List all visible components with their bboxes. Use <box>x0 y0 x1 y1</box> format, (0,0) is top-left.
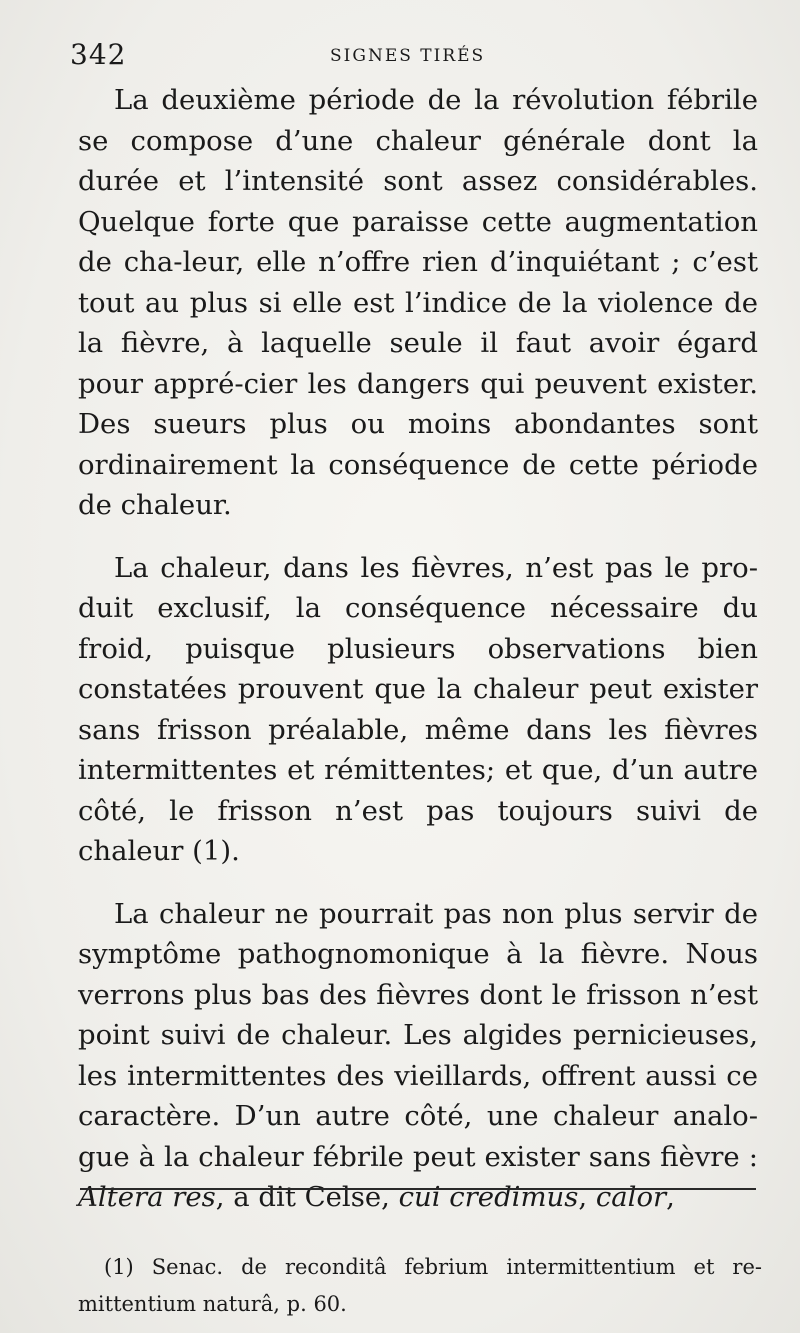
body-text <box>78 80 758 1240</box>
paragraph: La chaleur, dans les fièvres, n’est pas le pro-duit exclusif, la conséquence nécessaire du froid, puisque plusieurs observations bien constatées prouvent que la chaleur peut exister sans frisson préalable, même dans les fièvres intermittentes et rémittentes; et que, d’un autre côté, le frisson n’est pas toujours suivi de chaleur (1). <box>78 551 758 867</box>
paragraph-text: , <box>578 1181 596 1213</box>
latin-quote: calor <box>595 1181 667 1213</box>
footnote-rule <box>80 1188 756 1190</box>
paragraph-text: , a dit Celse, <box>215 1181 399 1213</box>
paragraph-text: La chaleur ne pourrait pas non plus servir de symptôme pathognomonique à la fièvre. Nous verrons plus bas des fièvres dont le frisson n’est point suivi de chaleur. Les algides pernicieuses, les intermittentes des vieillards, offrent aussi ce caractère. D’un autre côté, une chaleur analo-gue à la chaleur fébrile peut exister sans fièvre : <box>78 897 758 1173</box>
page-number: 342 <box>70 38 127 71</box>
paragraph <box>78 894 758 1218</box>
latin-quote: Altera res <box>78 1181 216 1213</box>
running-head: SIGNES TIRÉS <box>330 46 486 66</box>
paragraph: La deuxième période de la révolution fébrile se compose d’une chaleur générale dont la durée et l’intensité sont assez considérables. Quelque forte que paraisse cette augmentation de cha-leur, elle n’offre rien d’inquiétant ; c’est tout au plus si elle est l’indice de la violence de la fièvre, à laquelle seule il faut avoir égard pour appré-cier les dangers qui peuvent exister. Des sueurs plus ou moins abondantes sont ordinairement la conséquence de cette période de chaleur. <box>78 84 758 521</box>
page-header <box>70 38 760 78</box>
footnote: (1) Senac. de reconditâ febrium intermittentium et re-mittentium naturâ, p. 60. <box>78 1255 762 1316</box>
latin-quote: cui credimus <box>398 1181 579 1213</box>
paragraph-text: , <box>666 1181 675 1213</box>
